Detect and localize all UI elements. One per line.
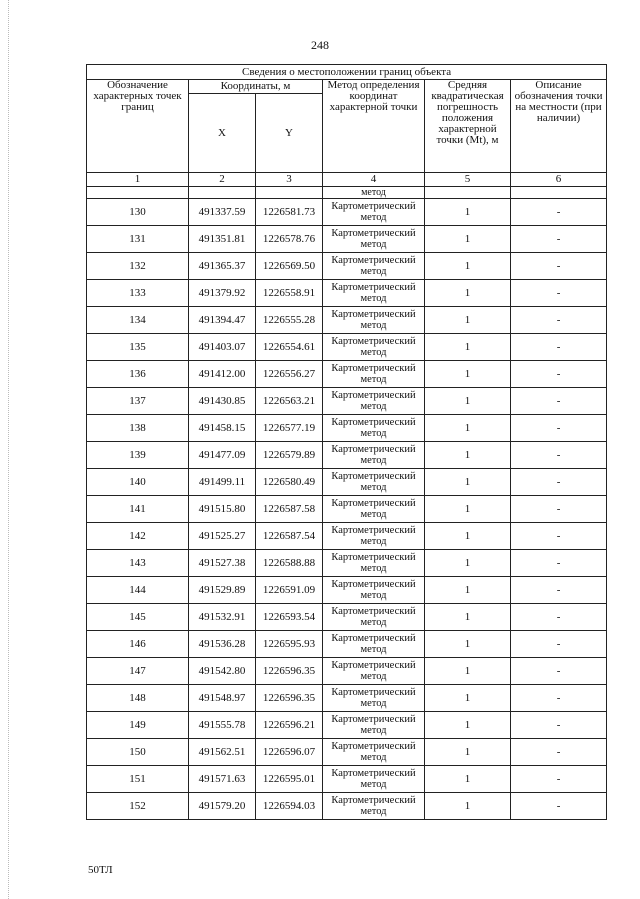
accuracy-cell: 1	[425, 442, 511, 469]
table-row	[87, 415, 607, 442]
accuracy-cell: 1	[425, 253, 511, 280]
method-cell: Картометрический метод	[323, 631, 425, 658]
y-coordinate-cell: 1226595.01	[256, 766, 323, 793]
method-cell: Картометрический метод	[323, 334, 425, 361]
header-x: X	[189, 94, 256, 173]
description-cell: -	[511, 793, 607, 820]
boundary-coordinates-table	[86, 64, 607, 820]
description-cell: -	[511, 280, 607, 307]
description-cell: -	[511, 604, 607, 631]
table-row	[87, 388, 607, 415]
description-cell: -	[511, 496, 607, 523]
description-cell: -	[511, 307, 607, 334]
x-coordinate-cell: 491555.78	[189, 712, 256, 739]
description-cell: -	[511, 415, 607, 442]
method-cell: Картометрический метод	[323, 388, 425, 415]
accuracy-cell: 1	[425, 523, 511, 550]
method-cell: Картометрический метод	[323, 658, 425, 685]
method-cell: Картометрический метод	[323, 415, 425, 442]
y-coordinate-cell: 1226556.27	[256, 361, 323, 388]
description-cell: -	[511, 712, 607, 739]
y-coordinate-cell: 1226577.19	[256, 415, 323, 442]
y-coordinate-cell: 1226569.50	[256, 253, 323, 280]
table-row	[87, 793, 607, 820]
header-designation: Обозначение характерных точек границ	[87, 80, 189, 173]
x-coordinate-cell: 491458.15	[189, 415, 256, 442]
accuracy-cell: 1	[425, 793, 511, 820]
y-coordinate-cell: 1226579.89	[256, 442, 323, 469]
x-coordinate-cell: 491571.63	[189, 766, 256, 793]
accuracy-cell: 1	[425, 469, 511, 496]
y-coordinate-cell: 1226558.91	[256, 280, 323, 307]
y-coordinate-cell: 1226591.09	[256, 577, 323, 604]
x-coordinate-cell: 491351.81	[189, 226, 256, 253]
table-row	[87, 469, 607, 496]
description-cell: -	[511, 739, 607, 766]
y-coordinate-cell: 1226596.35	[256, 658, 323, 685]
accuracy-cell: 1	[425, 280, 511, 307]
method-cell: Картометрический метод	[323, 604, 425, 631]
continued-cell-empty	[87, 187, 189, 199]
y-coordinate-cell: 1226596.35	[256, 685, 323, 712]
header-method: Метод определения координат характерной точки	[323, 80, 425, 173]
y-coordinate-cell: 1226595.93	[256, 631, 323, 658]
x-coordinate-cell: 491548.97	[189, 685, 256, 712]
method-cell: Картометрический метод	[323, 496, 425, 523]
accuracy-cell: 1	[425, 631, 511, 658]
accuracy-cell: 1	[425, 496, 511, 523]
table-row	[87, 280, 607, 307]
description-cell: -	[511, 469, 607, 496]
continued-method-cell: метод	[323, 187, 425, 199]
point-id-cell: 131	[87, 226, 189, 253]
description-cell: -	[511, 388, 607, 415]
point-id-cell: 146	[87, 631, 189, 658]
y-coordinate-cell: 1226580.49	[256, 469, 323, 496]
method-cell: Картометрический метод	[323, 199, 425, 226]
y-coordinate-cell: 1226593.54	[256, 604, 323, 631]
method-cell: Картометрический метод	[323, 739, 425, 766]
accuracy-cell: 1	[425, 712, 511, 739]
accuracy-cell: 1	[425, 226, 511, 253]
table-row	[87, 631, 607, 658]
y-coordinate-cell: 1226578.76	[256, 226, 323, 253]
y-coordinate-cell: 1226563.21	[256, 388, 323, 415]
point-id-cell: 149	[87, 712, 189, 739]
table-row	[87, 226, 607, 253]
x-coordinate-cell: 491515.80	[189, 496, 256, 523]
point-id-cell: 142	[87, 523, 189, 550]
description-cell: -	[511, 577, 607, 604]
scan-margin-line	[8, 0, 10, 899]
x-coordinate-cell: 491527.38	[189, 550, 256, 577]
method-cell: Картометрический метод	[323, 793, 425, 820]
x-coordinate-cell: 491536.28	[189, 631, 256, 658]
point-id-cell: 147	[87, 658, 189, 685]
description-cell: -	[511, 361, 607, 388]
y-coordinate-cell: 1226587.54	[256, 523, 323, 550]
point-id-cell: 152	[87, 793, 189, 820]
description-cell: -	[511, 550, 607, 577]
table-row	[87, 658, 607, 685]
description-cell: -	[511, 334, 607, 361]
table-row	[87, 550, 607, 577]
point-id-cell: 136	[87, 361, 189, 388]
header-y: Y	[256, 94, 323, 173]
x-coordinate-cell: 491365.37	[189, 253, 256, 280]
table-row	[87, 442, 607, 469]
method-cell: Картометрический метод	[323, 280, 425, 307]
x-coordinate-cell: 491562.51	[189, 739, 256, 766]
point-id-cell: 139	[87, 442, 189, 469]
table-caption: Сведения о местоположении границ объекта	[87, 65, 607, 80]
column-number: 3	[256, 173, 323, 187]
point-id-cell: 133	[87, 280, 189, 307]
continued-cell-empty	[425, 187, 511, 199]
table-row	[87, 739, 607, 766]
accuracy-cell: 1	[425, 577, 511, 604]
continued-cell-empty	[256, 187, 323, 199]
description-cell: -	[511, 766, 607, 793]
point-id-cell: 144	[87, 577, 189, 604]
header-description: Описание обозначения точки на местности (при наличии)	[511, 80, 607, 173]
table-row	[87, 307, 607, 334]
point-id-cell: 138	[87, 415, 189, 442]
column-number: 2	[189, 173, 256, 187]
continued-cell-empty	[511, 187, 607, 199]
x-coordinate-cell: 491337.59	[189, 199, 256, 226]
x-coordinate-cell: 491477.09	[189, 442, 256, 469]
column-number: 1	[87, 173, 189, 187]
x-coordinate-cell: 491532.91	[189, 604, 256, 631]
point-id-cell: 143	[87, 550, 189, 577]
description-cell: -	[511, 523, 607, 550]
method-cell: Картометрический метод	[323, 577, 425, 604]
method-cell: Картометрический метод	[323, 523, 425, 550]
point-id-cell: 140	[87, 469, 189, 496]
x-coordinate-cell: 491579.20	[189, 793, 256, 820]
table-row	[87, 496, 607, 523]
method-cell: Картометрический метод	[323, 550, 425, 577]
method-cell: Картометрический метод	[323, 469, 425, 496]
table-row	[87, 361, 607, 388]
accuracy-cell: 1	[425, 334, 511, 361]
description-cell: -	[511, 226, 607, 253]
method-cell: Картометрический метод	[323, 712, 425, 739]
point-id-cell: 134	[87, 307, 189, 334]
point-id-cell: 132	[87, 253, 189, 280]
column-number: 6	[511, 173, 607, 187]
point-id-cell: 130	[87, 199, 189, 226]
description-cell: -	[511, 199, 607, 226]
y-coordinate-cell: 1226581.73	[256, 199, 323, 226]
point-id-cell: 150	[87, 739, 189, 766]
point-id-cell: 148	[87, 685, 189, 712]
header-coordinates: Координаты, м	[189, 80, 323, 94]
accuracy-cell: 1	[425, 685, 511, 712]
method-cell: Картометрический метод	[323, 361, 425, 388]
accuracy-cell: 1	[425, 739, 511, 766]
accuracy-cell: 1	[425, 550, 511, 577]
y-coordinate-cell: 1226596.07	[256, 739, 323, 766]
table-row	[87, 685, 607, 712]
description-cell: -	[511, 631, 607, 658]
point-id-cell: 135	[87, 334, 189, 361]
y-coordinate-cell: 1226596.21	[256, 712, 323, 739]
table-row	[87, 766, 607, 793]
page-number: 248	[311, 38, 329, 52]
x-coordinate-cell: 491525.27	[189, 523, 256, 550]
x-coordinate-cell: 491412.00	[189, 361, 256, 388]
y-coordinate-cell: 1226594.03	[256, 793, 323, 820]
method-cell: Картометрический метод	[323, 442, 425, 469]
method-cell: Картометрический метод	[323, 766, 425, 793]
x-coordinate-cell: 491394.47	[189, 307, 256, 334]
x-coordinate-cell: 491403.07	[189, 334, 256, 361]
method-cell: Картометрический метод	[323, 307, 425, 334]
accuracy-cell: 1	[425, 361, 511, 388]
method-cell: Картометрический метод	[323, 253, 425, 280]
point-id-cell: 151	[87, 766, 189, 793]
y-coordinate-cell: 1226588.88	[256, 550, 323, 577]
x-coordinate-cell: 491379.92	[189, 280, 256, 307]
point-id-cell: 145	[87, 604, 189, 631]
table-row	[87, 199, 607, 226]
column-number: 4	[323, 173, 425, 187]
table-row	[87, 712, 607, 739]
table-row	[87, 334, 607, 361]
accuracy-cell: 1	[425, 766, 511, 793]
x-coordinate-cell: 491529.89	[189, 577, 256, 604]
x-coordinate-cell: 491430.85	[189, 388, 256, 415]
x-coordinate-cell: 491542.80	[189, 658, 256, 685]
footer-code: 50ТЛ	[88, 864, 113, 876]
continued-cell-empty	[189, 187, 256, 199]
column-number: 5	[425, 173, 511, 187]
description-cell: -	[511, 442, 607, 469]
point-id-cell: 137	[87, 388, 189, 415]
accuracy-cell: 1	[425, 199, 511, 226]
accuracy-cell: 1	[425, 388, 511, 415]
accuracy-cell: 1	[425, 658, 511, 685]
description-cell: -	[511, 253, 607, 280]
method-cell: Картометрический метод	[323, 226, 425, 253]
table-row	[87, 523, 607, 550]
table-row	[87, 604, 607, 631]
method-cell: Картометрический метод	[323, 685, 425, 712]
y-coordinate-cell: 1226555.28	[256, 307, 323, 334]
accuracy-cell: 1	[425, 307, 511, 334]
accuracy-cell: 1	[425, 415, 511, 442]
y-coordinate-cell: 1226554.61	[256, 334, 323, 361]
y-coordinate-cell: 1226587.58	[256, 496, 323, 523]
header-accuracy: Средняя квадратическая погрешность положения характерной точки (Mt), м	[425, 80, 511, 173]
table-row	[87, 253, 607, 280]
x-coordinate-cell: 491499.11	[189, 469, 256, 496]
description-cell: -	[511, 658, 607, 685]
table-row	[87, 577, 607, 604]
accuracy-cell: 1	[425, 604, 511, 631]
point-id-cell: 141	[87, 496, 189, 523]
description-cell: -	[511, 685, 607, 712]
